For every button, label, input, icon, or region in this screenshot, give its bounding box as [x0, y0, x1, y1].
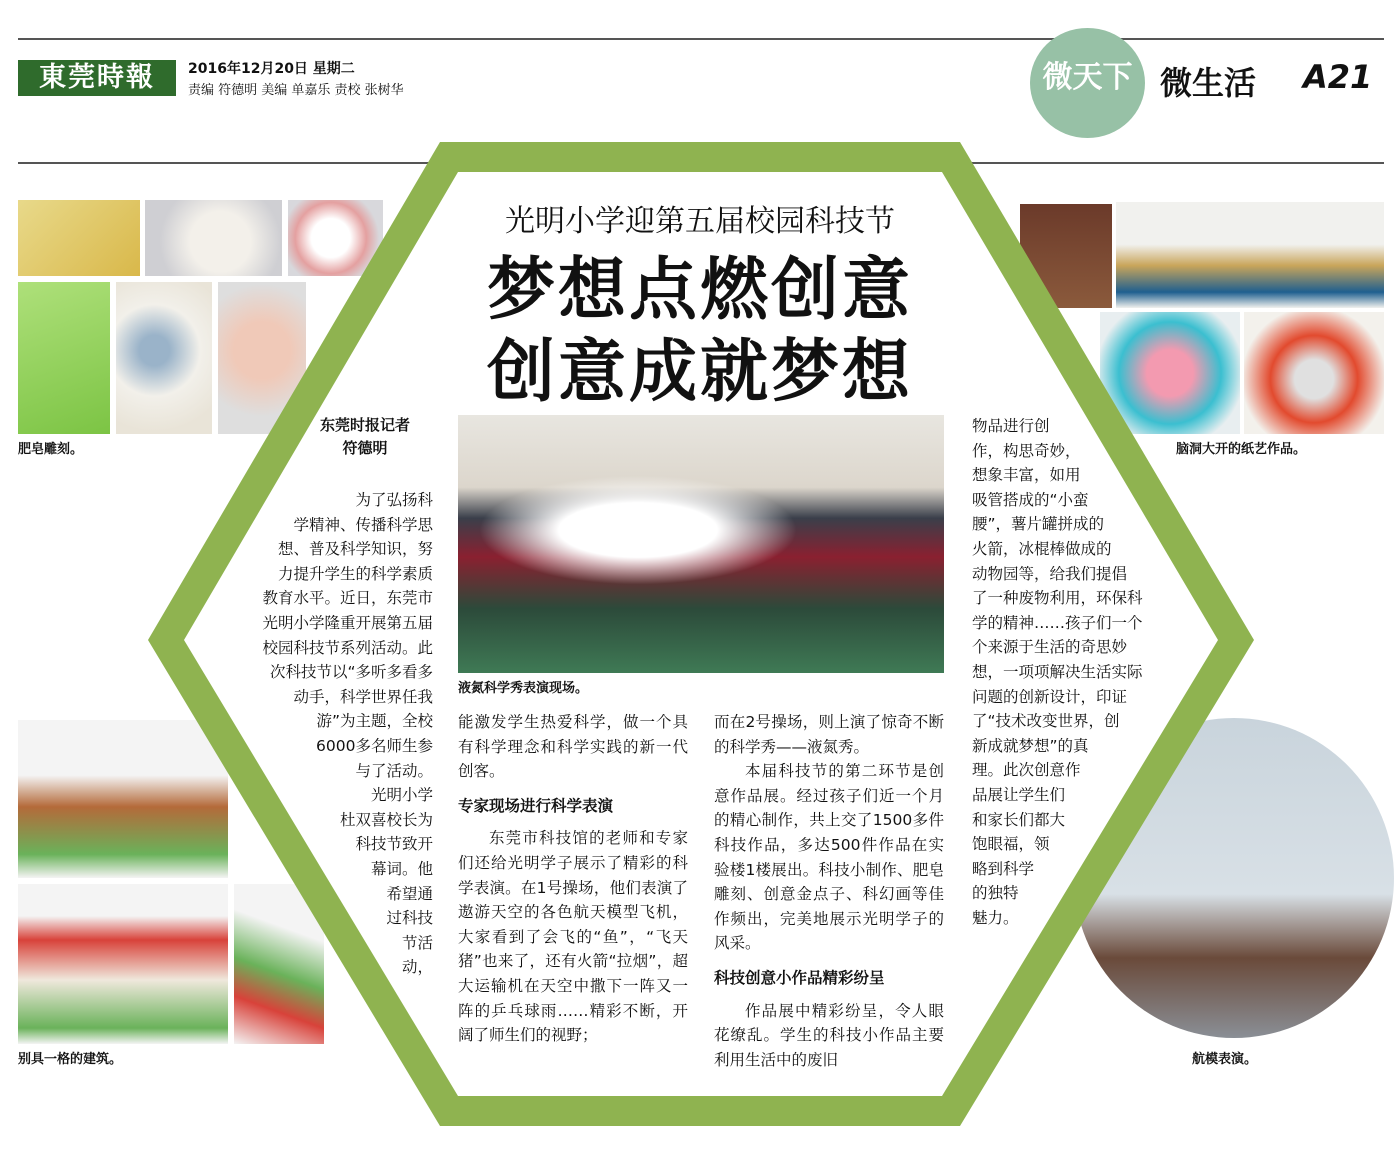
byline-org: 东莞时报记者 [319, 416, 410, 434]
col2-paragraph-1: 能激发学生热爱科学，做一个具有科学理念和科学实践的新一代创客。 [458, 713, 688, 781]
caption-center-photo: 液氮科学秀表演现场。 [458, 681, 589, 696]
col3-paragraph-3: 作品展中精彩纷呈，令人眼花缭乱。学生的科技小作品主要利用生活中的废旧 [714, 1001, 944, 1069]
article-kicker: 光明小学迎第五届校园科技节 [505, 204, 895, 239]
article-column-3 [714, 710, 944, 1072]
headline-line-2: 创意成就梦想 [486, 333, 913, 412]
vapor-cloud [478, 475, 798, 585]
col3-subhead: 科技创意小作品精彩纷呈 [714, 968, 885, 987]
page-number: A21 [1303, 58, 1373, 96]
caption-soap: 肥皂雕刻。 [18, 442, 84, 457]
byline-author: 符德明 [342, 439, 388, 457]
liquid-nitrogen-photo [458, 415, 944, 673]
col3-paragraph-2: 本届科技节的第二环节是创意作品展。经过孩子们近一个月的精心制作，共上交了1500多件科技作品，多达500件作品在实验楼1楼展出。科技小制作、肥皂雕刻、创意金点子、科幻画等佳作频出，完美地展示光明学子的风采。 [714, 762, 944, 953]
col3-paragraph-1: 而在2号操场，则上演了惊奇不断的科学秀——液氮秀。 [714, 713, 944, 756]
col2-paragraph-2: 东莞市科技馆的老师和专家们还给光明学子展示了精彩的科学表演。在1号操场，他们表演了遨游天空的各色航天模型飞机，大家看到了会飞的“鱼”，“飞天猪”也来了，还有火箭“拉烟”，超大运输机在天空中撒下一阵又一阵的乒乓球雨……精彩不断，开阔了师生们的视野； [458, 829, 688, 1045]
section-title: 微生活 [1160, 64, 1257, 102]
newspaper-logo: 東莞時報 [18, 60, 176, 96]
section-badge: 微天下 [1030, 28, 1145, 138]
article-column-1: 为了弘扬科 学精神、传播科学思 想、普及科学知识，努 力提升学生的科学素质 教育水平。近日，东莞市 光明小学隆重开展第五届 校园科技节系列活动。此 次科技节以“多听多看多 动手，科学世界任我 游”为主题，全校 6000多名师生参 与了活动。 光明小学 杜双喜校长为 科技节致开 幕词。他 希望通 过科技 节活 动， [262, 491, 433, 977]
article-column-2 [458, 710, 688, 1048]
caption-building: 别具一格的建筑。 [18, 1052, 123, 1067]
col2-subhead: 专家现场进行科学表演 [458, 796, 614, 815]
byline [300, 414, 430, 460]
article-column-4: 物品进行创 作，构思奇妙， 想象丰富，如用 吸管搭成的“小蛮 腰”，薯片罐拼成的 火箭，冰棍棒做成的 动物园等，给我们提倡 了一种废物利用，环保科 学的精神……孩子们一个 个来源于生活的奇思妙 想，一项项解决生活实际 问题的创新设计，印证 了“技术改变世界，创 新成就梦想”的真 理。此次创意作 品展让学生们 和家长们都大 饱眼福，领 略到科学 的独特 魅力。 [972, 417, 1143, 927]
caption-paper: 脑洞大开的纸艺作品。 [1176, 442, 1307, 457]
caption-aero: 航模表演。 [1192, 1052, 1258, 1067]
editors-line: 责编 符德明 美编 单嘉乐 责校 张树华 [188, 83, 404, 98]
headline-line-1: 梦想点燃创意 [486, 251, 913, 330]
issue-date: 2016年12月20日 星期二 [188, 61, 355, 77]
